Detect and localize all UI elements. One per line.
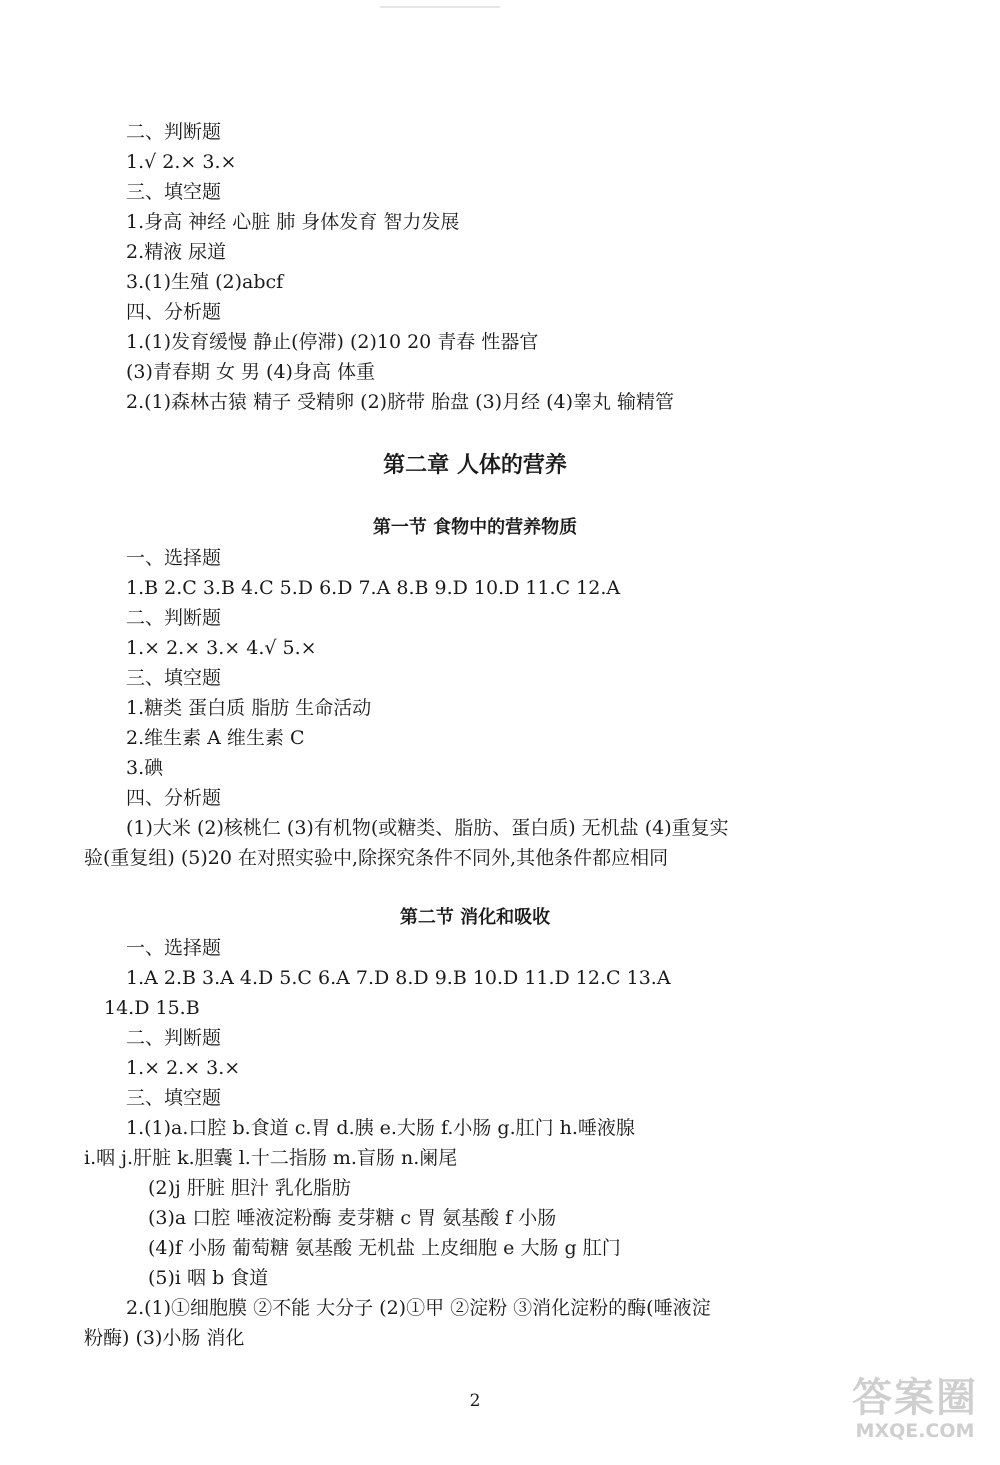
text-line: 14.D 15.B (104, 997, 200, 1019)
text-line: 粉酶) (3)小肠 消化 (84, 1327, 245, 1349)
page-number: 2 (469, 1391, 481, 1411)
text-line: 验(重复组) (5)20 在对照实验中,除探究条件不同外,其他条件都应相同 (84, 847, 669, 869)
text-line: 二、判断题 (126, 121, 222, 143)
chapter-title: 第二章 人体的营养 (383, 452, 567, 478)
text-line: 1.A 2.B 3.A 4.D 5.C 6.A 7.D 8.D 9.B 10.D 11.D 12.C 13.A (126, 967, 671, 989)
text-line: i.咽 j.肝脏 k.胆囊 l.十二指肠 m.盲肠 n.阑尾 (84, 1147, 458, 1169)
text-line: 1.(1)a.口腔 b.食道 c.胃 d.胰 e.大肠 f.小肠 g.肛门 h.唾液腺 (126, 1117, 635, 1139)
text-line: (1)大米 (2)核桃仁 (3)有机物(或糖类、脂肪、蛋白质) 无机盐 (4)重复实 (126, 817, 729, 839)
text-line: 1.× 2.× 3.× 4.√ 5.× (126, 637, 317, 659)
text-line: 1.(1)发育缓慢 静止(停滞) (2)10 20 青春 性器官 (126, 331, 539, 353)
text-line: 二、判断题 (126, 607, 222, 629)
text-line: 2.(1)①细胞膜 ②不能 大分子 (2)①甲 ②淀粉 ③消化淀粉的酶(唾液淀 (126, 1297, 711, 1319)
watermark-logo-text: 答案圈 (852, 1375, 978, 1421)
text-line: 1.B 2.C 3.B 4.C 5.D 6.D 7.A 8.B 9.D 10.D 11.C 12.A (126, 577, 621, 599)
text-line: 三、填空题 (126, 667, 222, 689)
text-line: (4)f 小肠 葡萄糖 氨基酸 无机盐 上皮细胞 e 大肠 g 肛门 (148, 1237, 621, 1259)
text-line: 四、分析题 (126, 301, 222, 323)
text-line: 1.× 2.× 3.× (126, 1057, 241, 1079)
watermark-site: MXQE.COM (855, 1420, 975, 1442)
text-line: 2.维生素 A 维生素 C (126, 727, 305, 749)
text-line: 一、选择题 (126, 547, 222, 569)
text-line: 1.身高 神经 心脏 肺 身体发育 智力发展 (126, 211, 460, 233)
text-line: 二、判断题 (126, 1027, 222, 1049)
text-line: 三、填空题 (126, 1087, 222, 1109)
text-line: 三、填空题 (126, 181, 222, 203)
text-line: 四、分析题 (126, 787, 222, 809)
text-line: 2.精液 尿道 (126, 241, 227, 263)
section-title: 第一节 食物中的营养物质 (372, 517, 578, 538)
text-line: 1.糖类 蛋白质 脂肪 生命活动 (126, 697, 372, 719)
watermark-logo (852, 1375, 978, 1442)
text-line: 3.碘 (126, 757, 164, 779)
text-line: (3)青春期 女 男 (4)身高 体重 (126, 361, 375, 383)
text-line: (2)j 肝脏 胆汁 乳化脂肪 (148, 1177, 351, 1199)
text-line: 一、选择题 (126, 937, 222, 959)
text-line: (3)a 口腔 唾液淀粉酶 麦芽糖 c 胃 氨基酸 f 小肠 (148, 1207, 557, 1229)
scan-mark (380, 6, 500, 8)
text-line: 2.(1)森林古猿 精子 受精卵 (2)脐带 胎盘 (3)月经 (4)睾丸 输精管 (126, 391, 675, 413)
text-line: 1.√ 2.× 3.× (126, 151, 237, 173)
section-title: 第二节 消化和吸收 (399, 907, 551, 928)
text-line: 3.(1)生殖 (2)abcf (126, 271, 284, 293)
text-line: (5)i 咽 b 食道 (148, 1267, 269, 1289)
